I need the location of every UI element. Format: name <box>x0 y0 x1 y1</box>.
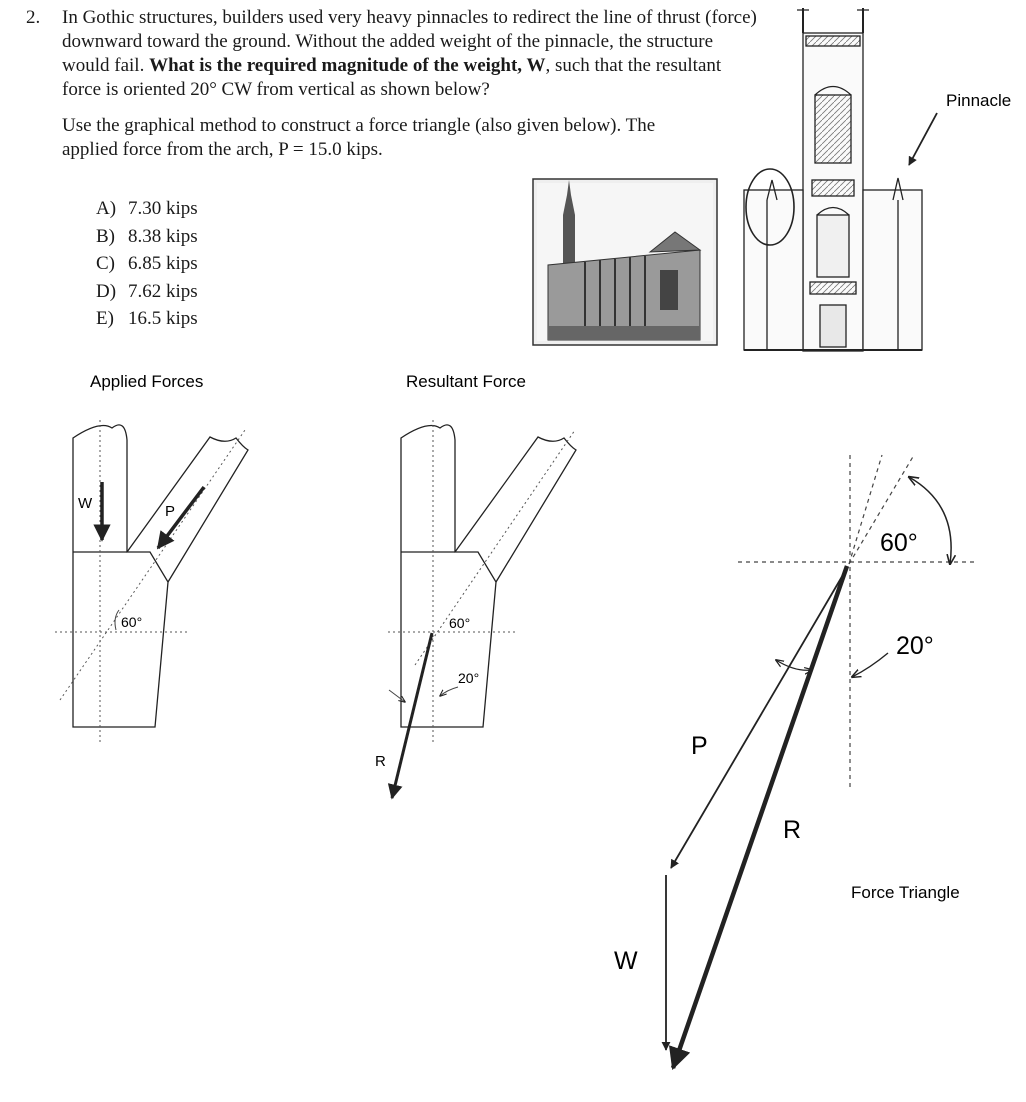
angle-20-label: 20° <box>896 632 934 660</box>
church-tower-drawing <box>744 8 922 351</box>
r-label: R <box>375 753 386 770</box>
p-label: P <box>165 503 176 520</box>
choice-value: 7.30 kips <box>128 198 198 219</box>
pier-outline <box>73 425 168 727</box>
cathedral-photo <box>533 179 717 345</box>
force-triangle-figure <box>614 455 978 1068</box>
choice-letter: C) <box>96 253 115 274</box>
choice-value: 16.5 kips <box>128 308 198 329</box>
instruction-line-2: applied force from the arch, P = 15.0 kips. <box>62 139 383 160</box>
instruction-line-1: Use the graphical method to construct a force triangle (also given below). The <box>62 115 656 136</box>
p-label: P <box>691 732 708 760</box>
stem-bold-question: What is the required magnitude of the weight, W <box>149 55 546 76</box>
applied-forces-figure <box>55 372 248 745</box>
w-label: W <box>78 495 93 512</box>
applied-forces-title: Applied Forces <box>90 372 204 391</box>
problem-number: 2. <box>26 7 41 28</box>
choice-letter: E) <box>96 308 114 329</box>
choice-letter: D) <box>96 280 117 302</box>
r-label: R <box>783 816 802 844</box>
choice-value: 8.38 kips <box>128 225 198 247</box>
force-triangle-title: Force Triangle <box>851 883 960 902</box>
choice-letter: A) <box>96 198 117 219</box>
choice-value: 7.62 kips <box>128 280 198 302</box>
pier-outline <box>401 425 496 727</box>
choice-value: 6.85 kips <box>128 253 198 274</box>
arch-outline <box>455 437 576 582</box>
r-vector <box>673 566 847 1068</box>
angle-60-label: 60° <box>880 529 918 557</box>
angle-60-label: 60° <box>121 614 143 630</box>
pinnacle-pointer-arrow <box>909 113 937 165</box>
angle-20-label: 20° <box>458 670 480 686</box>
resultant-force-title: Resultant Force <box>406 372 526 391</box>
r-force-arrow <box>392 633 432 798</box>
stem-text-1: In Gothic structures, builders used very heavy pinnacles to redirect the line of thrust (force) downward toward the ground. Without the added weight of the pinnacle, the structure would fail. <box>62 7 757 76</box>
resultant-force-figure <box>375 372 576 798</box>
angle-60-label: 60° <box>449 615 471 631</box>
w-label: W <box>614 947 638 975</box>
pinnacle-label: Pinnacle <box>946 91 1012 110</box>
choice-letter: B) <box>96 225 115 247</box>
stem-text-2: , such that the resultant force is oriented 20° CW from vertical as shown below? <box>62 55 722 100</box>
